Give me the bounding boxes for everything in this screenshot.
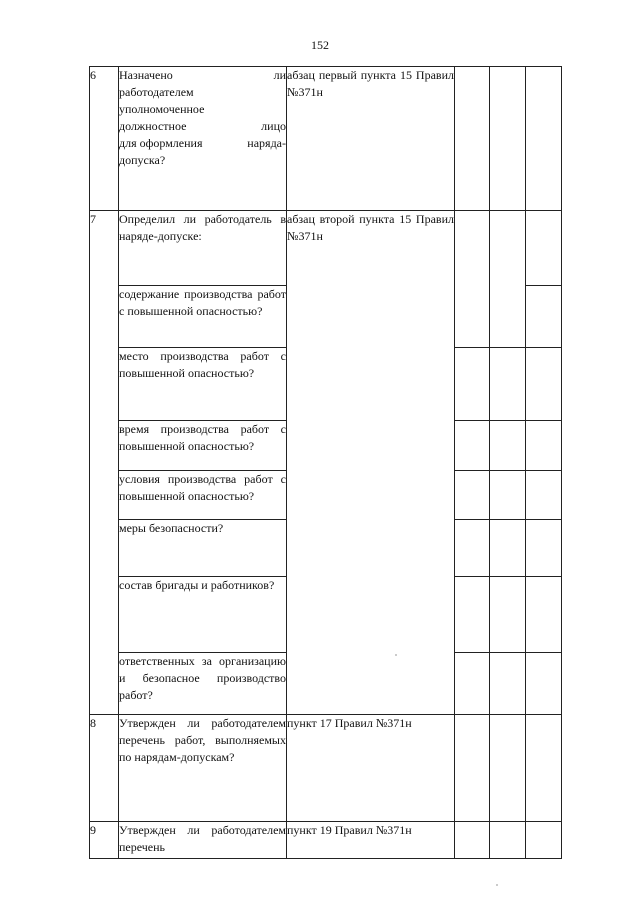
question-text: должностное <box>119 119 187 133</box>
table-row <box>90 822 562 859</box>
answer-no-cell[interactable] <box>490 421 526 471</box>
notes-cell[interactable] <box>526 471 562 520</box>
table-row <box>90 67 562 211</box>
reference-cell: абзац первый пункта 15 Правил №371н <box>287 67 455 211</box>
reference-cell: пункт 19 Правил №371н <box>287 822 455 859</box>
answer-no-cell[interactable] <box>490 577 526 653</box>
question-cell <box>119 67 287 211</box>
answer-yes-cell[interactable] <box>455 715 490 822</box>
question-text: работодателем <box>119 85 194 99</box>
subitem-cell: состав бригады и работников? <box>119 577 287 653</box>
answer-no-cell[interactable] <box>490 348 526 421</box>
question-text: Назначено <box>119 68 173 82</box>
table-row <box>90 211 562 286</box>
answer-yes-cell[interactable] <box>455 520 490 577</box>
notes-cell[interactable] <box>526 67 562 211</box>
row-number: 9 <box>90 822 119 859</box>
answer-no-cell[interactable] <box>490 67 526 211</box>
question-text: лицо <box>261 119 286 133</box>
page-number: 152 <box>311 38 329 52</box>
notes-cell[interactable] <box>526 421 562 471</box>
answer-yes-cell[interactable] <box>455 348 490 421</box>
answer-yes-cell[interactable] <box>455 577 490 653</box>
notes-cell[interactable] <box>526 211 562 286</box>
notes-cell[interactable] <box>526 520 562 577</box>
answer-yes-cell[interactable] <box>455 421 490 471</box>
answer-no-cell[interactable] <box>490 471 526 520</box>
notes-cell[interactable] <box>526 286 562 348</box>
question-text: для оформления <box>119 136 203 150</box>
subitem-cell: ответственных за организацию и безопасное производство работ? <box>119 653 287 715</box>
question-cell: Утвержден ли работодателем перечень работ, выполняемых по нарядам-допускам? <box>119 715 287 822</box>
scan-speck <box>395 654 397 656</box>
notes-cell[interactable] <box>526 715 562 822</box>
reference-cell: пункт 17 Правил №371н <box>287 715 455 822</box>
subitem-cell: условия производства работ с повышенной опасностью? <box>119 471 287 520</box>
answer-yes-cell[interactable] <box>455 67 490 211</box>
question-text: допуска? <box>119 153 166 167</box>
row-number: 8 <box>90 715 119 822</box>
subitem-cell: меры безопасности? <box>119 520 287 577</box>
table-row <box>90 715 562 822</box>
question-cell: Утвержден ли работодателем перечень <box>119 822 287 859</box>
question-cell: Определил ли работодатель в наряде-допуске: <box>119 211 287 286</box>
answer-no-cell[interactable] <box>490 822 526 859</box>
answer-yes-cell[interactable] <box>455 471 490 520</box>
answer-yes-cell[interactable] <box>455 211 490 348</box>
answer-no-cell[interactable] <box>490 715 526 822</box>
answer-yes-cell[interactable] <box>455 822 490 859</box>
checklist-table <box>89 66 562 859</box>
notes-cell[interactable] <box>526 822 562 859</box>
scan-speck <box>496 884 498 886</box>
notes-cell[interactable] <box>526 653 562 715</box>
reference-cell: абзац второй пункта 15 Правил №371н <box>287 211 455 715</box>
row-number: 6 <box>90 67 119 211</box>
answer-yes-cell[interactable] <box>455 653 490 715</box>
notes-cell[interactable] <box>526 348 562 421</box>
question-text: наряда- <box>247 136 286 150</box>
notes-cell[interactable] <box>526 577 562 653</box>
subitem-cell: время производства работ с повышенной опасностью? <box>119 421 287 471</box>
answer-no-cell[interactable] <box>490 653 526 715</box>
row-number: 7 <box>90 211 119 715</box>
answer-no-cell[interactable] <box>490 520 526 577</box>
question-text: ли <box>273 68 286 82</box>
subitem-cell: место производства работ с повышенной опасностью? <box>119 348 287 421</box>
answer-no-cell[interactable] <box>490 211 526 348</box>
subitem-cell: содержание производства работ с повышенной опасностью? <box>119 286 287 348</box>
question-text: уполномоченное <box>119 102 205 116</box>
